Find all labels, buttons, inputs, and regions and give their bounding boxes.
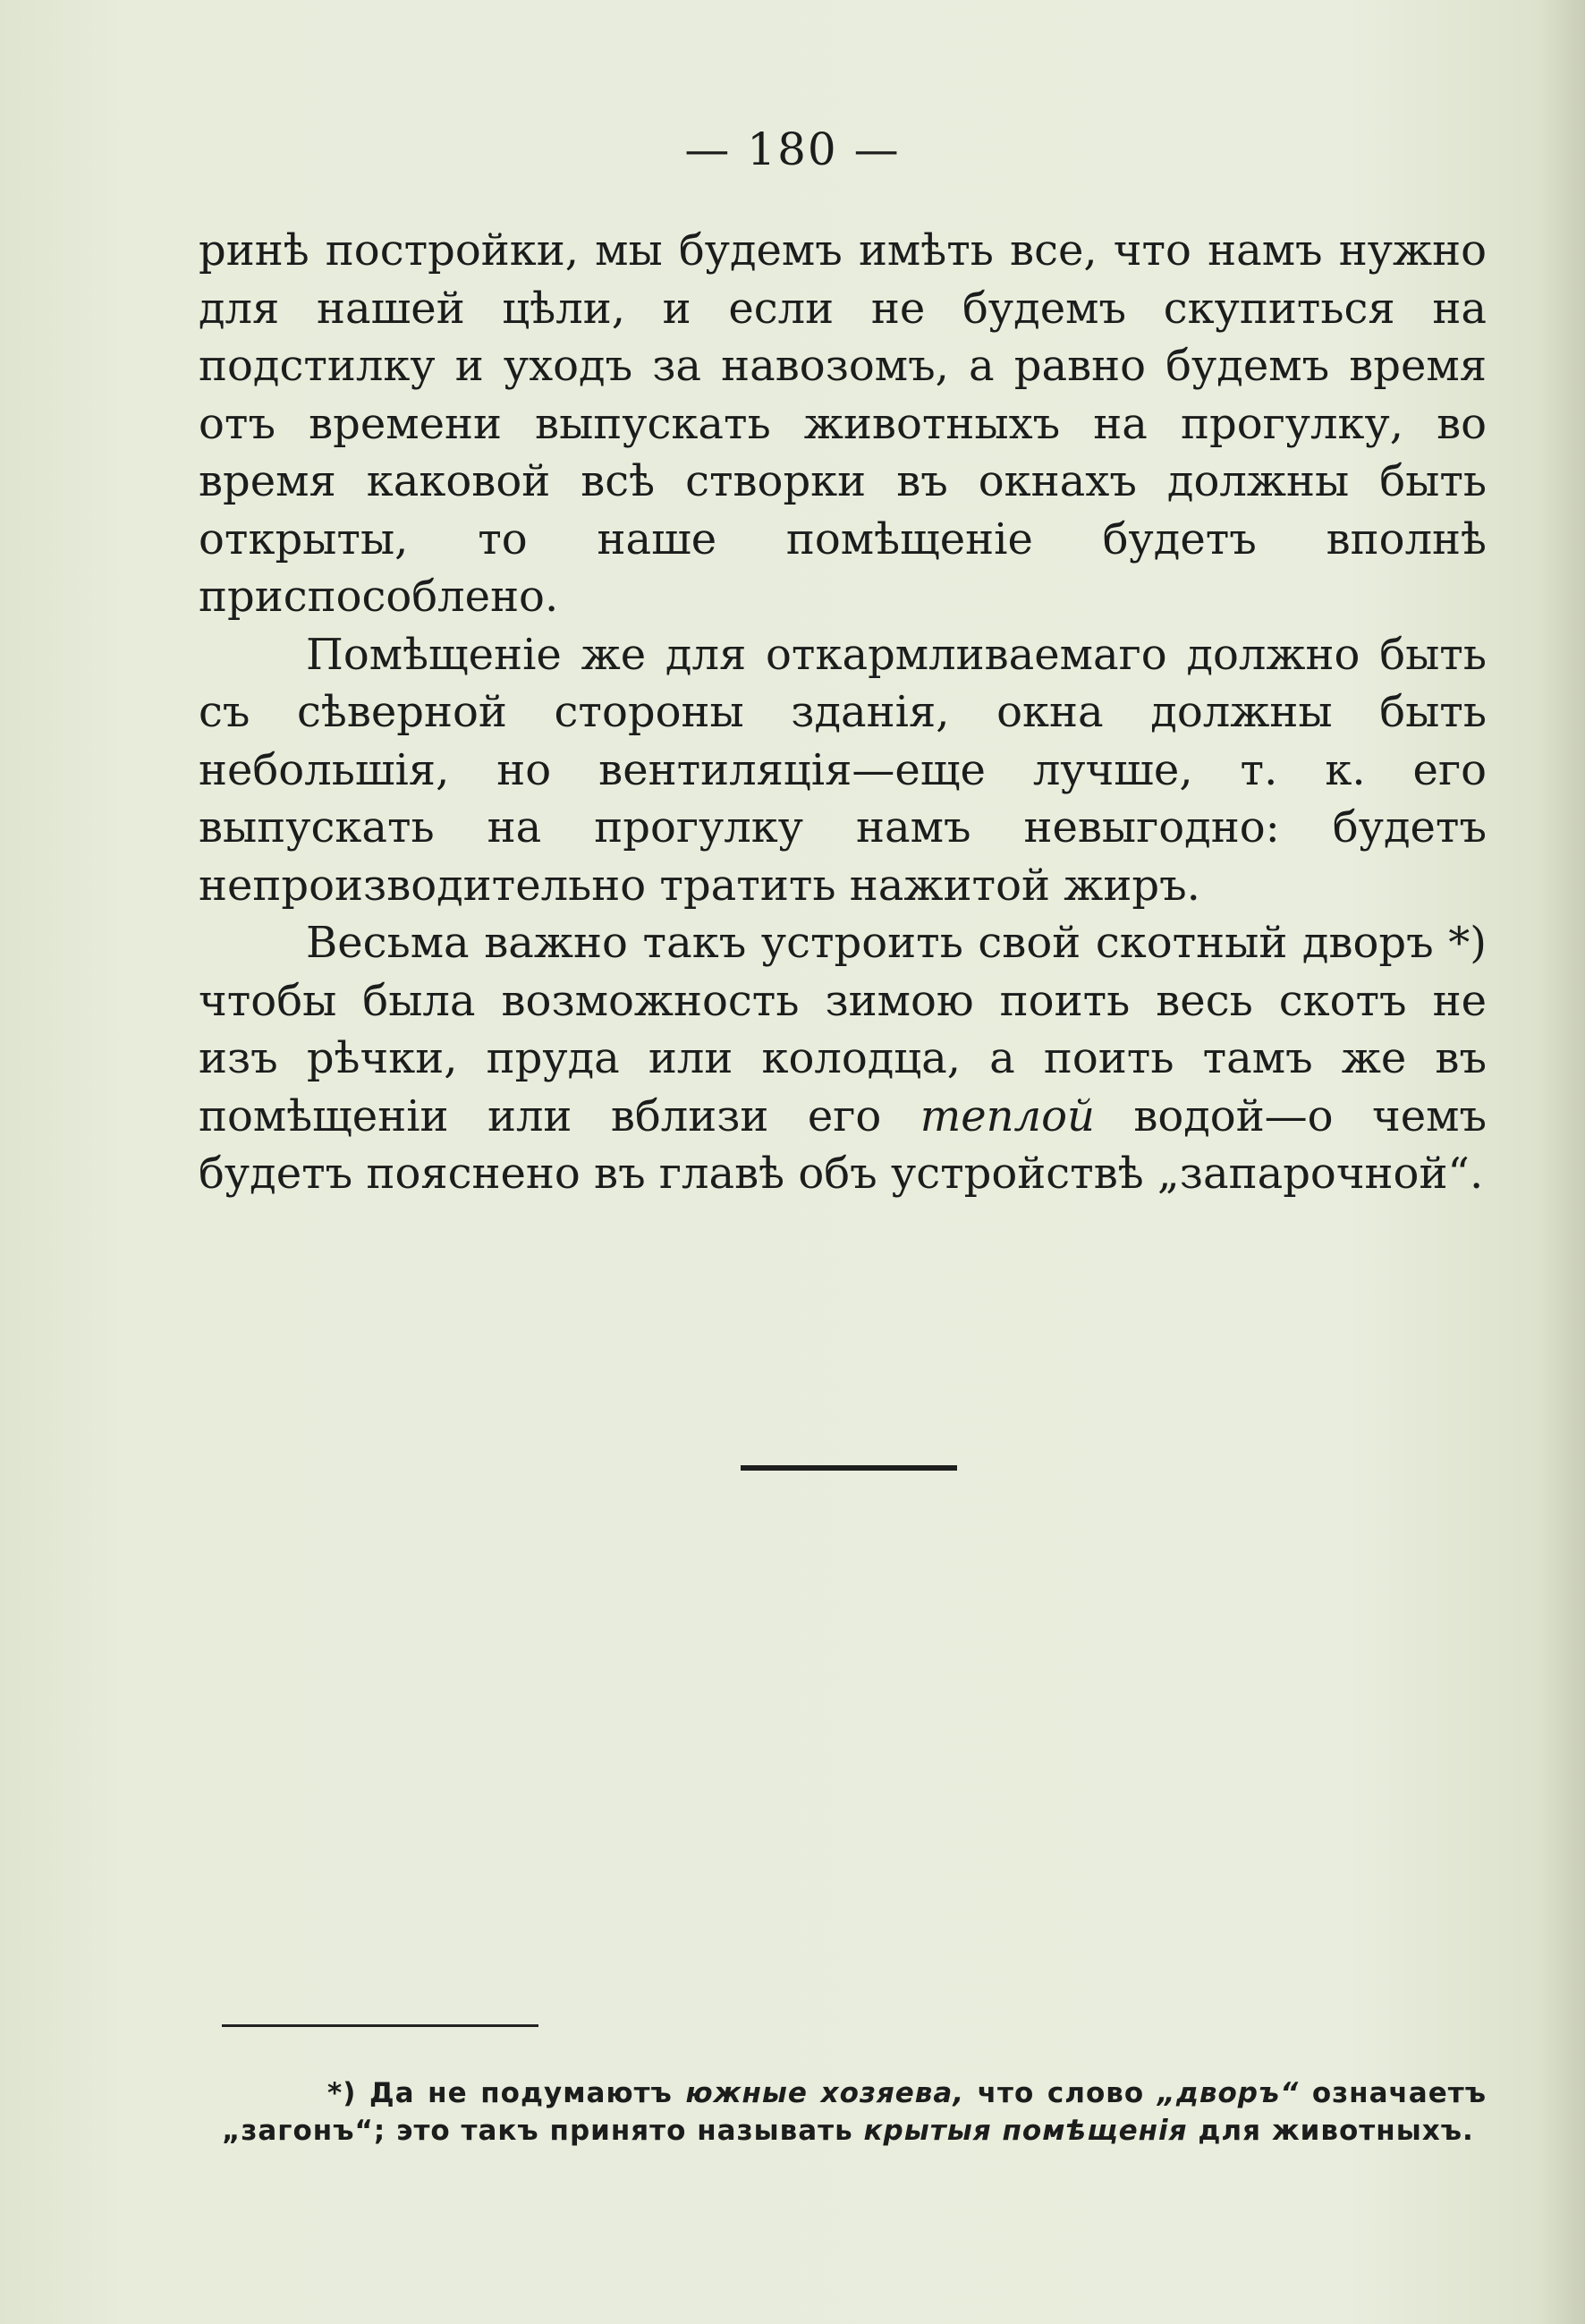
page-number: — 180 — [684, 123, 901, 175]
footnote-emphasis-1: южные хозяева, [685, 2077, 965, 2109]
footnote-emphasis-2: „дворъ“ [1157, 2077, 1300, 2109]
paragraph-3-text-start: Весьма важно такъ устроить свой скотный дворъ *) чтобы была возможность зимою поить весь скотъ не изъ рѣчки, пруда или колодца, а поить тамъ же въ помѣщеніи или вблизи его [199, 918, 1487, 1141]
footnote-part-3: означаетъ „загонъ“; это такъ принято называть [222, 2077, 1487, 2147]
footnote-part-4: для животныхъ. [1187, 2115, 1474, 2147]
emphasis-warm: теплой [920, 1090, 1095, 1141]
paragraph-1: ринѣ постройки, мы будемъ имѣть все, что намъ нужно для нашей цѣли, и если не будемъ скупиться на подстилку и уходъ за навозомъ, а равно будемъ время отъ времени выпускать животныхъ на прогулку, во время каковой всѣ створки въ окнахъ должны быть открыты, то наше помѣщеніе будетъ вполнѣ приспособлено. [199, 225, 1487, 622]
footnote-part-1: *) Да не подумаютъ [327, 2077, 686, 2109]
section-end-rule [741, 1465, 957, 1471]
footnote [222, 2074, 1487, 2150]
paragraph-3 [199, 914, 1487, 1203]
footnote-part-2: что слово [964, 2077, 1157, 2109]
main-text [199, 222, 1487, 1203]
footnote-separator [222, 2024, 538, 2027]
paragraph-2: Помѣщеніе же для откармливаемаго должно быть съ сѣверной стороны зданія, окна должны быть небольшія, но вентиляція—еще лучше, т. к. его выпускать на прогулку намъ невыгодно: будетъ непроизводительно тратить нажитой жиръ. [199, 629, 1487, 911]
paragraph-3-text-end: водой—о чемъ будетъ пояснено въ главѣ объ устройствѣ „запарочной“. [199, 1090, 1488, 1199]
footnote-emphasis-3: крытыя помѣщенія [863, 2115, 1188, 2147]
